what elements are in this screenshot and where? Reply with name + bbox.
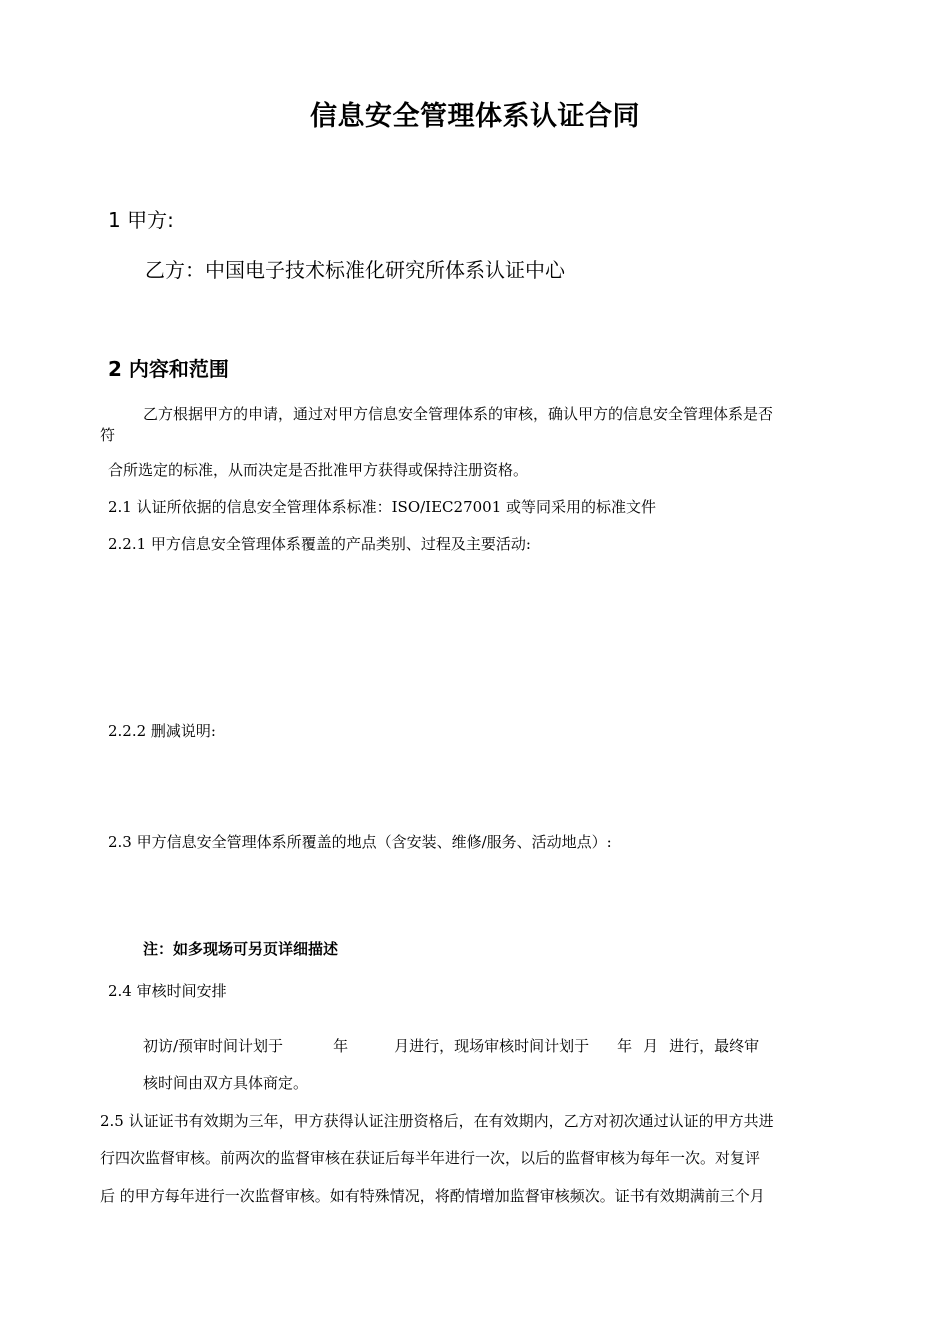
party-a-label: 1 甲方:	[108, 208, 174, 232]
item-2-2-1: 2.2.1 甲方信息安全管理体系覆盖的产品类别、过程及主要活动:	[108, 535, 531, 553]
item-2-4: 2.4 审核时间安排	[108, 982, 227, 1000]
intro-line-2: 合所选定的标准，从而决定是否批准甲方获得或保持注册资格。	[108, 461, 529, 479]
party-b-label: 乙方：中国电子技术标准化研究所体系认证中心	[145, 258, 565, 282]
item-2-5-line-1: 2.5 认证证书有效期为三年，甲方获得认证注册资格后，在有效期内，乙方对初次通过认证的甲方共进	[100, 1112, 774, 1130]
schedule-year-2: 年	[617, 1037, 633, 1055]
intro-line-wrap: 符	[100, 426, 116, 444]
note-multi-site: 注：如多现场可另页详细描述	[143, 940, 339, 958]
schedule-line-2: 核时间由双方具体商定。	[143, 1074, 309, 1092]
schedule-text-2: 月进行，现场审核时间计划于	[394, 1037, 590, 1055]
item-2-3: 2.3 甲方信息安全管理体系所覆盖的地点（含安装、维修/服务、活动地点）:	[108, 833, 612, 851]
item-2-5-line-3: 后 的甲方每年进行一次监督审核。如有特殊情况，将酌情增加监督审核频次。证书有效期满前三个月	[100, 1187, 765, 1205]
schedule-year-1: 年	[333, 1037, 349, 1055]
section-2-heading: 2 内容和范围	[108, 357, 229, 381]
schedule-line-1	[143, 1035, 759, 1056]
schedule-text-1: 初访/预审时间计划于	[143, 1037, 284, 1055]
item-2-2-2: 2.2.2 删减说明:	[108, 722, 216, 740]
item-2-5-line-2: 行四次监督审核。前两次的监督审核在获证后每半年进行一次，以后的监督审核为每年一次。对复评	[100, 1149, 761, 1167]
schedule-text-end: 进行，最终审	[669, 1037, 760, 1055]
intro-line-1: 乙方根据甲方的申请，通过对甲方信息安全管理体系的审核，确认甲方的信息安全管理体系是否	[143, 405, 774, 423]
document-title: 信息安全管理体系认证合同	[310, 101, 640, 132]
schedule-month-2: 月	[643, 1037, 659, 1055]
item-2-1: 2.1 认证所依据的信息安全管理体系标准：ISO/IEC27001 或等同采用的标准文件	[108, 498, 657, 516]
